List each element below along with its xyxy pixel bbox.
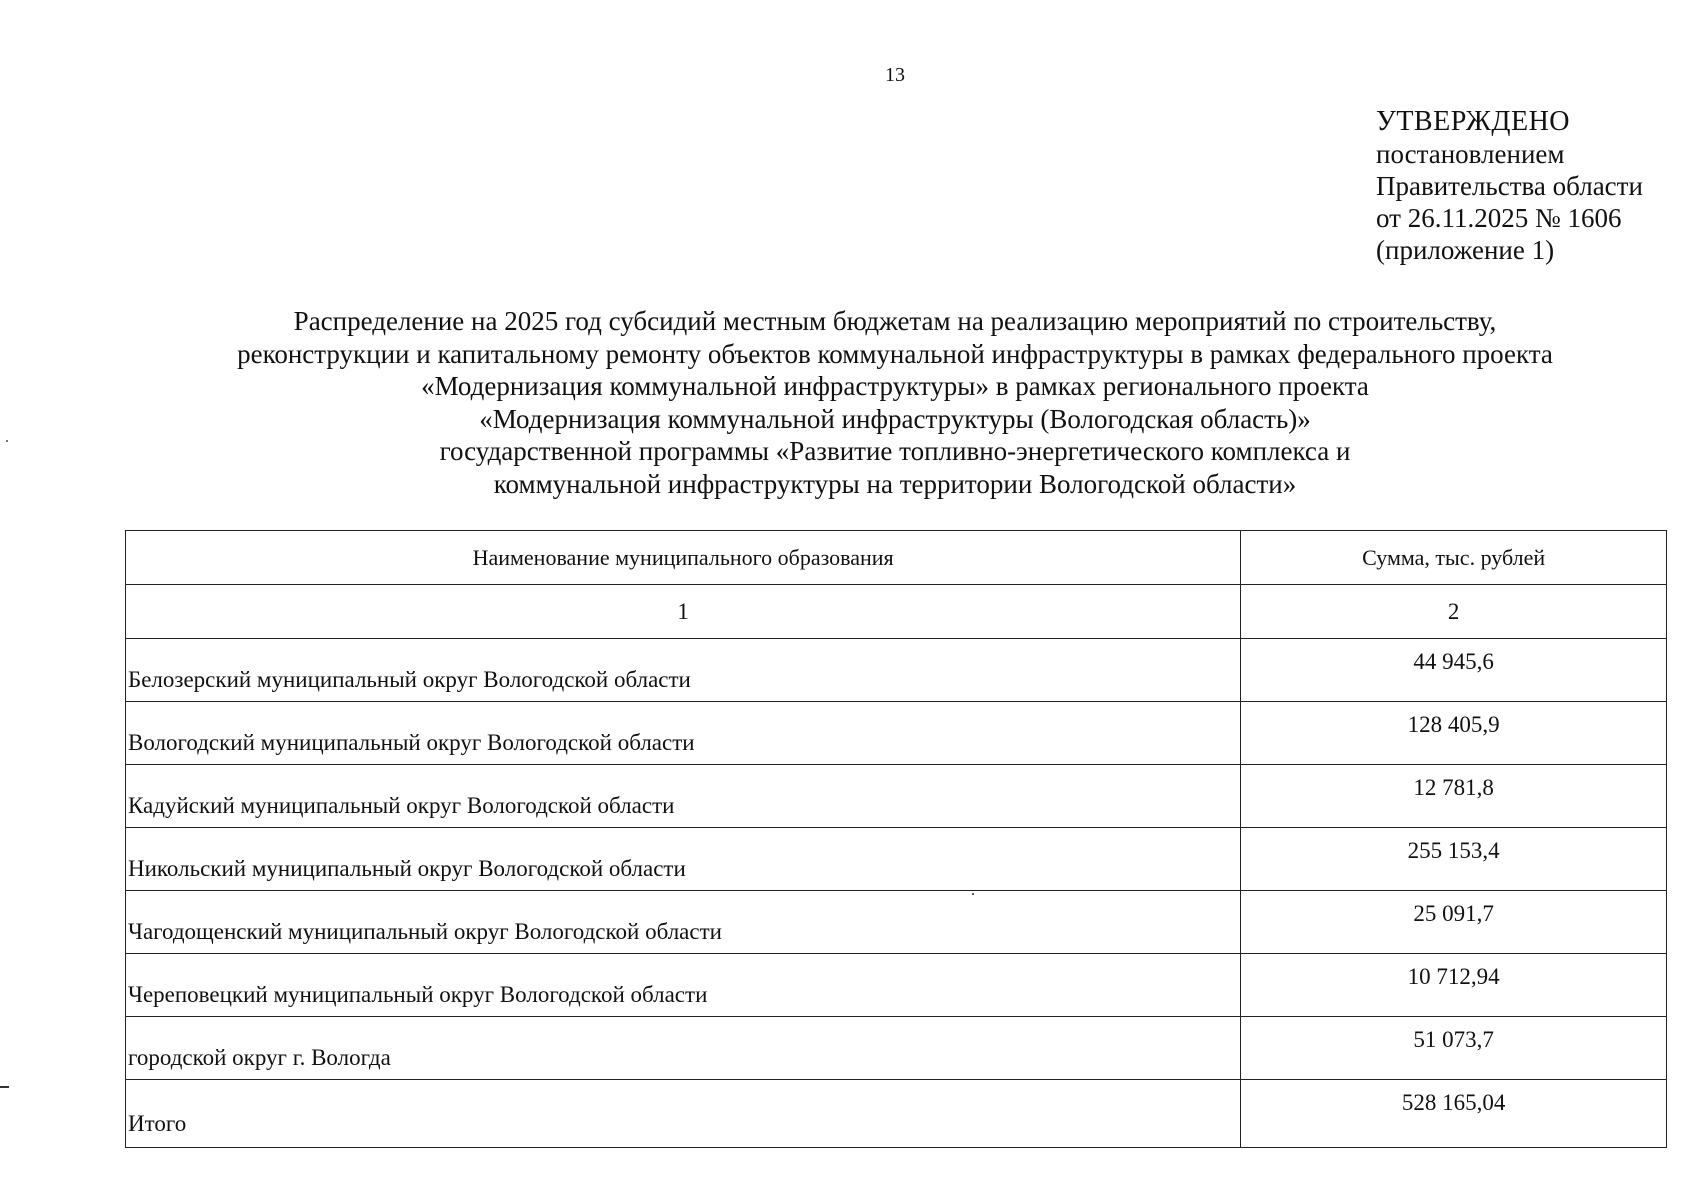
- column-number: 1: [126, 585, 1241, 639]
- binding-mark: [0, 1086, 9, 1088]
- scan-artifact: [6, 440, 8, 442]
- municipality-name: Белозерский муниципальный округ Вологодской области: [126, 639, 1241, 702]
- total-label: Итого: [126, 1080, 1241, 1148]
- subsidy-sum: 255 153,4: [1241, 828, 1667, 891]
- column-number-row: [126, 585, 1667, 639]
- title-line: коммунальной инфраструктуры на территории Вологодской области»: [493, 468, 1297, 499]
- subsidy-sum: 10 712,94: [1241, 954, 1667, 1017]
- municipality-name: Кадуйский муниципальный округ Вологодской области: [126, 765, 1241, 828]
- total-row: [126, 1080, 1667, 1148]
- table-row: [126, 1017, 1667, 1080]
- table-row: [126, 954, 1667, 1017]
- municipality-name: Никольский муниципальный округ Вологодской области: [126, 828, 1241, 891]
- title-line: реконструкции и капитальному ремонту объектов коммунальной инфраструктуры в рамках федерального проекта: [237, 338, 1553, 369]
- subsidy-sum: 25 091,7: [1241, 891, 1667, 954]
- column-number: 2: [1241, 585, 1667, 639]
- table-row: [126, 639, 1667, 702]
- subsidy-sum: 128 405,9: [1241, 702, 1667, 765]
- municipality-name: Вологодский муниципальный округ Вологодской области: [126, 702, 1241, 765]
- subsidy-sum: 44 945,6: [1241, 639, 1667, 702]
- table-row: [126, 891, 1667, 954]
- municipality-name: городской округ г. Вологда: [126, 1017, 1241, 1080]
- title-line: «Модернизация коммунальной инфраструктуры» в рамках регионального проекта: [421, 371, 1369, 401]
- approval-stamp: [1376, 106, 1643, 266]
- subsidy-table: [125, 530, 1667, 1148]
- table-row: [126, 765, 1667, 828]
- title-line: Распределение на 2025 год субсидий местным бюджетам на реализацию мероприятий по строительству,: [293, 306, 1497, 336]
- title-line: государственной программы «Развитие топливно-энергетического комплекса и: [439, 436, 1351, 466]
- approval-appendix: (приложение 1): [1376, 235, 1555, 265]
- municipality-name: Череповецкий муниципальный округ Вологодской области: [126, 954, 1241, 1017]
- title-line: «Модернизация коммунальной инфраструктуры (Вологодская область)»: [479, 403, 1311, 434]
- subsidy-sum: 51 073,7: [1241, 1017, 1667, 1080]
- scan-artifact: [972, 893, 974, 895]
- table-row: [126, 702, 1667, 765]
- table-row: [126, 828, 1667, 891]
- header-sum: Сумма, тыс. рублей: [1241, 531, 1667, 585]
- approval-line: Правительства области: [1376, 171, 1643, 201]
- header-municipality: Наименование муниципального образования: [126, 531, 1241, 585]
- approval-date-number: от 26.11.2025 № 1606: [1376, 203, 1622, 233]
- approval-line: постановлением: [1376, 139, 1565, 169]
- subsidy-sum: 12 781,8: [1241, 765, 1667, 828]
- municipality-name: Чагодощенский муниципальный округ Вологодской области: [126, 891, 1241, 954]
- table-header-row: [126, 531, 1667, 585]
- total-sum: 528 165,04: [1241, 1080, 1667, 1148]
- document-title: [150, 305, 1640, 500]
- page-number: 13: [885, 64, 905, 86]
- approval-heading: УТВЕРЖДЕНО: [1376, 106, 1571, 137]
